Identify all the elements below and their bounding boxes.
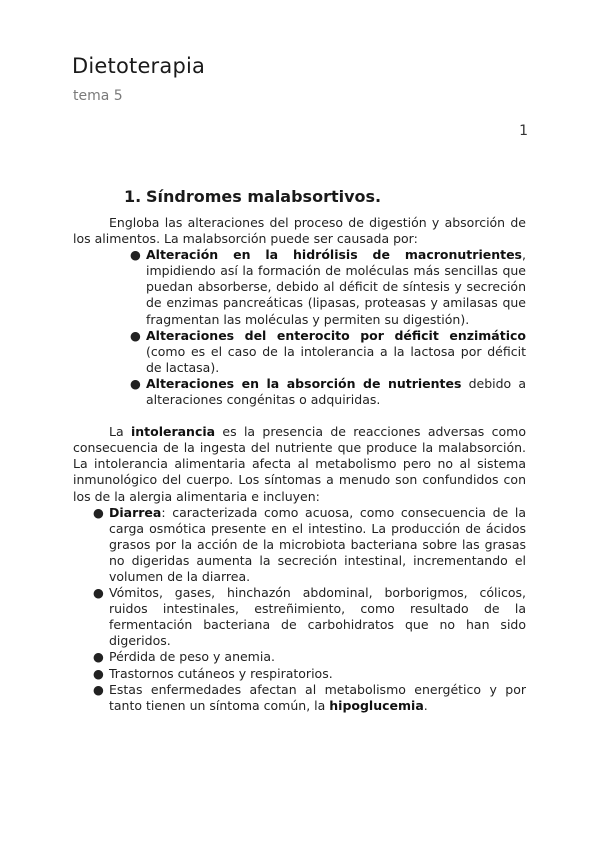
list-item [73,682,526,714]
cause-text: debido a alteraciones congénitas o adquiridas. [146,375,526,408]
causes-list [73,247,526,408]
list-item [73,328,526,376]
intro-paragraph: Engloba las alteraciones del proceso de digestión y absorción de los alimentos. La malabsorción puede ser causada por: [73,215,526,247]
symptom-bold-end: hipoglucemia [329,697,424,713]
cause-text: , impidiendo así la formación de moléculas más sencillas que puedan absorberse, debido al déficit de síntesis y secreción de enzimas pancreáticas (lipasas, proteasas y amilasas que fragmentan las moléculas y permiten su digestión). [146,247,526,327]
bullet-icon: ● [93,649,104,665]
document-title: Dietoterapia [72,54,206,78]
bullet-icon: ● [130,375,141,391]
symptom-text: Pérdida de peso y anemia. [109,649,275,665]
bullet-icon: ● [93,681,104,697]
section-title: Síndromes malabsortivos. [146,187,382,206]
symptom-text: Vómitos, gases, hinchazón abdominal, borborigmos, cólicos, ruidos intestinales, estreñimiento, como resultado de la fermentación bacteriana de carbohidratos que no han sido digeridos. [109,585,526,649]
intolerance-paragraph [73,424,526,504]
bullet-icon: ● [93,504,104,520]
list-item [73,649,526,665]
bullet-icon: ● [130,247,141,263]
list-item [73,666,526,682]
symptom-tail: . [423,697,428,713]
cause-bold: Alteraciones del enterocito por déficit enzimático [146,327,526,343]
symptom-text: Trastornos cutáneos y respiratorios. [109,665,333,681]
cause-bold: Alteración en la hidrólisis de macronutrientes [146,247,523,263]
section-number: 1. [124,187,142,206]
cause-text: (como es el caso de la intolerancia a la lactosa por déficit de lactasa). [146,343,526,375]
list-item [73,376,526,408]
bullet-icon: ● [93,585,104,601]
list-item [73,585,526,649]
bullet-icon: ● [93,665,104,681]
section-heading [124,187,381,206]
list-item [73,505,526,585]
intolerance-bold: intolerancia [130,424,216,440]
intolerance-post: es la presencia de reacciones adversas como consecuencia de la ingesta del nutriente que produce la malabsorción. La intolerancia alimentaria afecta al metabolismo pero no al sistema inmunológico del cuerpo. Los síntomas a menudo son confundidos con los de la alergia alimentaria e incluyen: [73,424,526,504]
bullet-icon: ● [130,327,141,343]
intolerance-pre: La [109,424,131,440]
symptom-bold: Diarrea [109,504,162,520]
section-body [73,215,526,714]
symptom-text: Estas enfermedades afectan al metabolismo energético y por tanto tienen un síntoma común, la [109,681,526,713]
cause-bold: Alteraciones en la absorción de nutrientes [146,375,462,391]
document-subtitle: tema 5 [73,88,123,104]
symptom-text: : caracterizada como acuosa, como consecuencia de la carga osmótica presente en el intestino. La producción de ácidos grasos por la acción de la microbiota bacteriana sobre las grasas no digeridas aumenta la secreción intestinal, incrementando el volumen de la diarrea. [109,504,526,584]
list-item [73,247,526,327]
symptoms-list [73,505,526,714]
page-number: 1 [519,123,528,139]
